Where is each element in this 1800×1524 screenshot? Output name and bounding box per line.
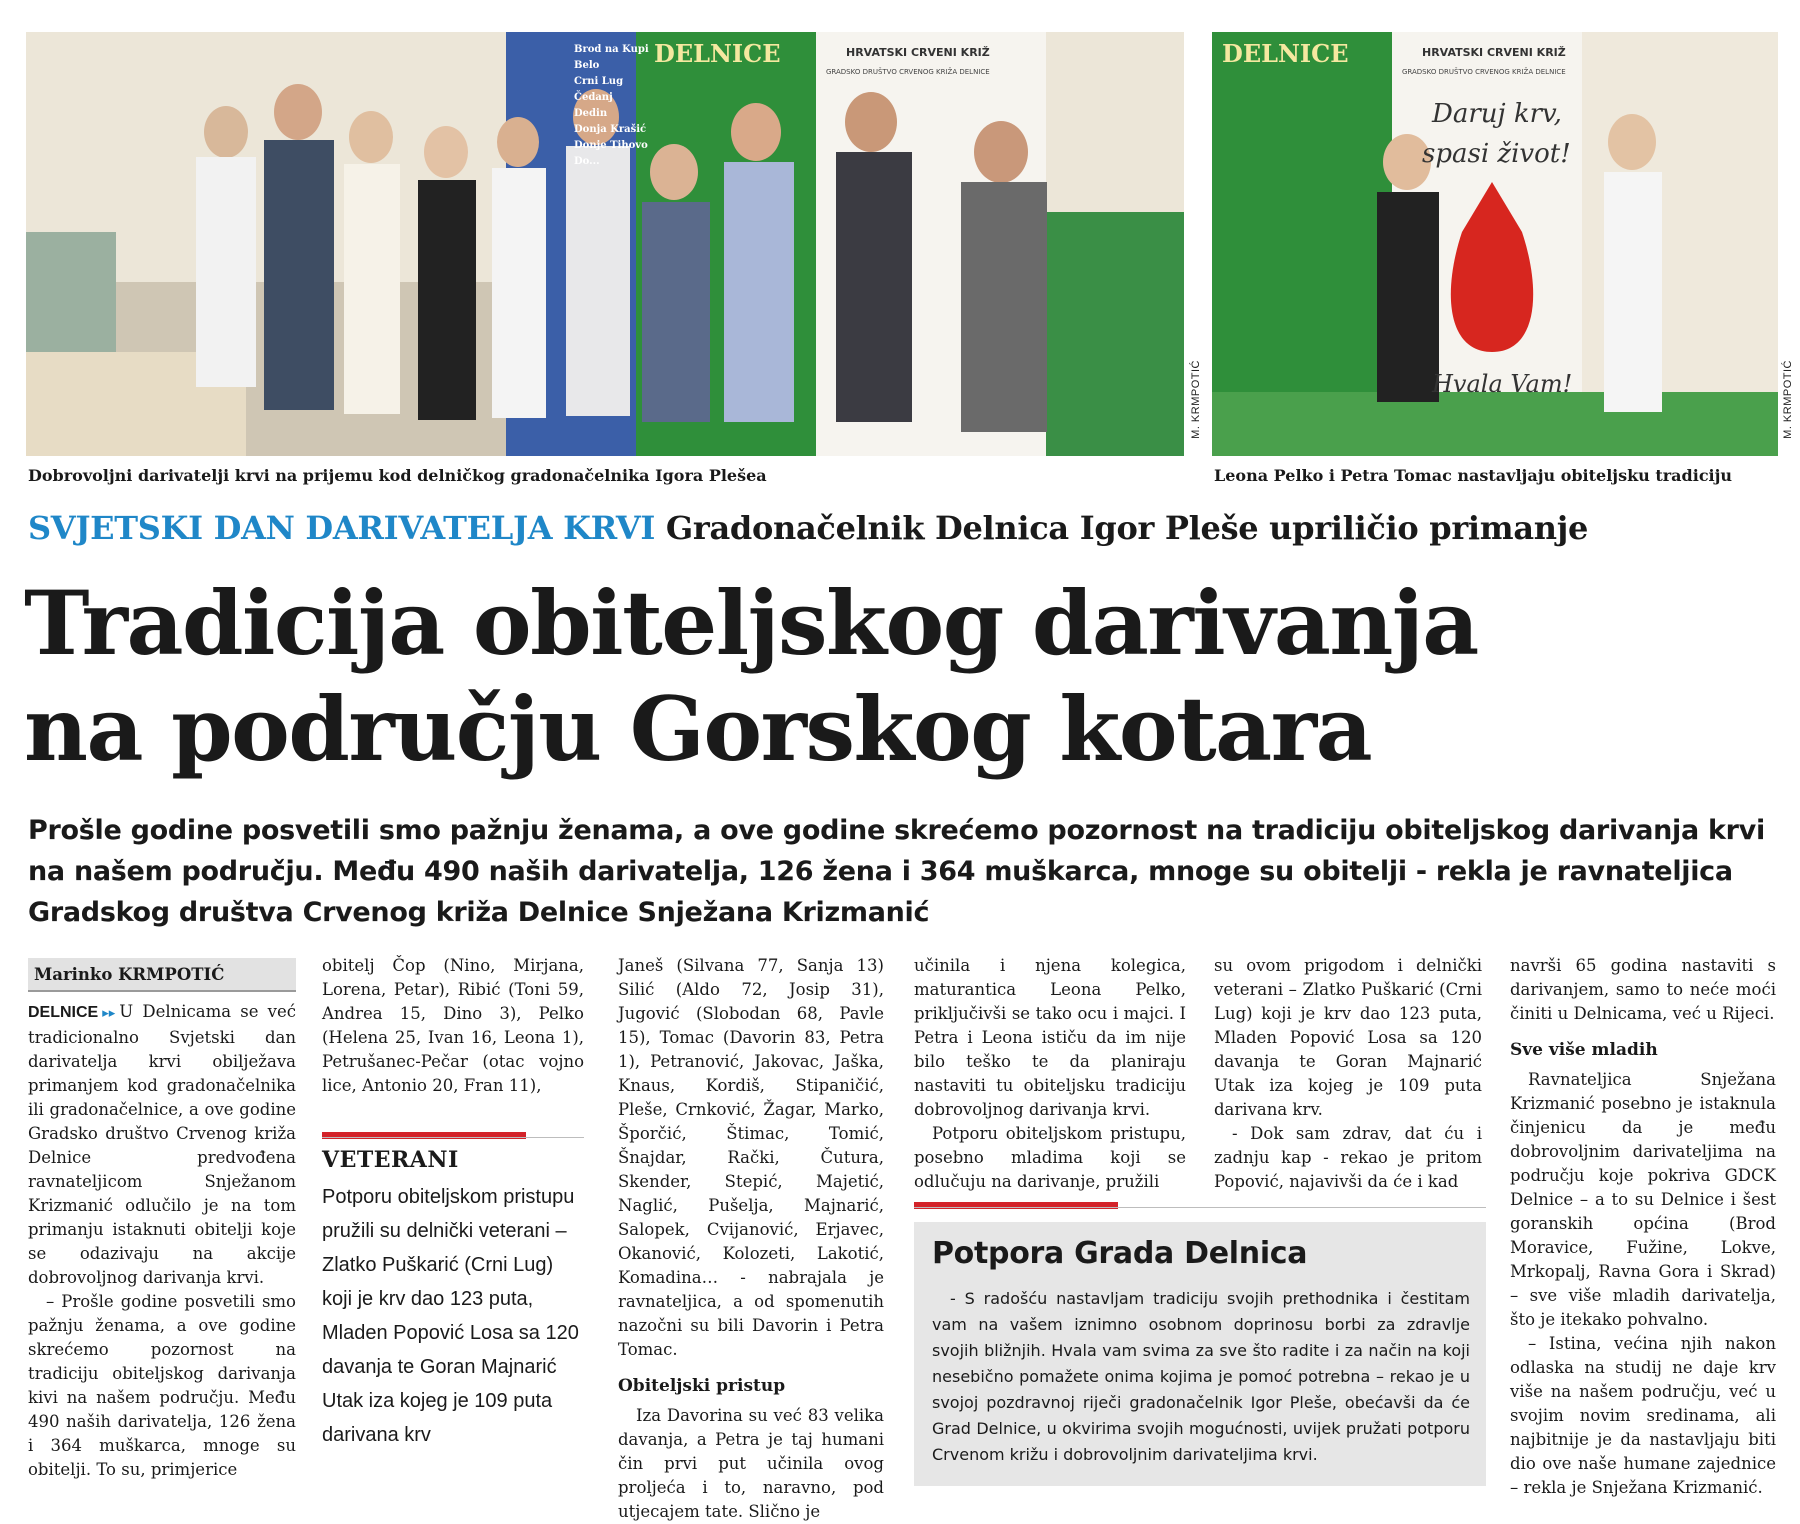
byline: Marinko KRMPOTIĆ [28, 958, 296, 992]
svg-text:Hvala Vam!: Hvala Vam! [1432, 370, 1573, 398]
headline-title-line2: na području Gorskog kotara [24, 677, 1372, 781]
headline-title-line1: Tradicija obiteljskog darivanja [24, 571, 1478, 675]
headline-kicker: SVJETSKI DAN DARIVATELJA KRVI [28, 509, 656, 547]
box-title: Potpora Grada Delnica [932, 1236, 1308, 1271]
veterani-body: Potporu obiteljskom pristupu pružili su delnički veterani – Zlatko Puškarić (Crni Lug) koji je krv dao 123 puta, Mladen Popović Losa sa 120 davanja te Goran Majnarić Utak iza kojeg je 109 puta darivana krv [322, 1186, 579, 1446]
box-paragraph: - S radošću nastavljam tradiciju svojih prethodnika i čestitam vam na vašem iznimno osobnom doprinosu borbi za zdravlje svojih bližnjih. Hvala vam svima za sve što radite i za način na koji nesebično pomažete onima kojima je pomoć potrebna – rekao je u svojoj pozdravnoj riječi gradonačelnik Igor Pleše, obećavši da će Grad Delnice, u okvirima svojih mogućnosti, uvijek pružati potporu Crvenom križu i dobrovoljnim darivateljima krvi. [932, 1289, 1470, 1464]
svg-text:Donje Tihovo: Donje Tihovo [574, 140, 648, 151]
column-4-paragraph-1: učinila i njena kolegica, maturantica Leona Pelko, priključivši se tako ocu i majci. I Petra i Leona ističu da im nije bilo teško te da planiraju nastaviti tu obiteljsku tradiciju dobrovoljnog darivanja krvi. [914, 956, 1186, 1119]
svg-text:spasi život!: spasi život! [1422, 139, 1571, 169]
column-6-paragraph-3: – Istina, većina njih nakon odlaska na studij ne daje krv više na našem području, već u svojim novim sredinama, ali najbitnije je da nastavljaju biti dio ove naše humane zajednice – rekla je Snježana Krizmanić. [1510, 1334, 1776, 1497]
svg-text:HRVATSKI CRVENI KRIŽ: HRVATSKI CRVENI KRIŽ [846, 46, 990, 59]
photo-caption-right: Leona Pelko i Petra Tomac nastavljaju obiteljsku tradiciju [1214, 466, 1733, 485]
headline-lead: Prošle godine posvetili smo pažnju ženama, a ove godine skrećemo pozornost na tradiciju obiteljskog darivanja krvi na našem području. Među 490 naših darivatelja, 126 žena i 364 muškarca, mnoge su obitelji - rekla je ravnateljica Gradskog društva Crvenog križa Delnice Snježana Krizmanić [28, 815, 1765, 928]
column-4 [914, 954, 1186, 1194]
column-1-paragraph-1-text: U Delnicama se već tradicionalno Svjetski dan darivatelja krvi obilježava primanjem kod gradonačelnika ili gradonačelnice, a ove godine Gradsko društvo Crvenog križa Delnice predvođena ravnateljicom Snježanom Krizmanić odlučilo je na tom primanju istaknuti obitelji koje se odazivaju na akcije dobrovoljnog darivanja krvi. [28, 1002, 296, 1287]
photo-two-donors [1212, 32, 1778, 456]
column-4-paragraph-2: Potporu obiteljskom pristupu, posebno mladima koji se odlučuju na darivanje, pružili [914, 1124, 1186, 1191]
column-3 [618, 954, 884, 1524]
column-6 [1510, 954, 1776, 1500]
photo-caption-left: Dobrovoljni darivatelji krvi na prijemu kod delničkog gradonačelnika Igora Plešea [28, 466, 767, 485]
dateline-arrow-icon: ▸▸ [102, 1006, 116, 1021]
svg-text:Donja Krašić: Donja Krašić [574, 124, 647, 135]
svg-text:GRADSKO DRUŠTVO CRVENOG KRIŽA: GRADSKO DRUŠTVO CRVENOG KRIŽA DELNICE [1402, 68, 1566, 76]
svg-text:Brod na Kupi: Brod na Kupi [574, 44, 649, 55]
svg-text:HRVATSKI CRVENI KRIŽ: HRVATSKI CRVENI KRIŽ [1422, 46, 1566, 59]
box-rule [914, 1207, 1486, 1208]
column-1-paragraph-1 [28, 1000, 296, 1290]
column-5-paragraph-1: su ovom prigodom i delnički veterani – Zlatko Puškarić (Crni Lug) koji je krv dao 123 puta, Mladen Popović Losa sa 120 davanja te Goran Majnarić Utak iza kojeg je 109 puta darivana krv. [1214, 956, 1482, 1119]
svg-text:Do...: Do... [574, 156, 600, 167]
sidebar-box [914, 1222, 1486, 1486]
svg-text:GRADSKO DRUŠTVO CRVENOG KRIŽA: GRADSKO DRUŠTVO CRVENOG KRIŽA DELNICE [826, 68, 990, 76]
box-body [932, 1286, 1470, 1468]
column-2 [322, 954, 584, 1098]
column-1 [28, 1000, 296, 1482]
column-3-paragraph-1: Janeš (Silvana 77, Sanja 13) Silić (Aldo 72, Josip 31), Jugović (Slobodan 68, Pavle 15), Tomac (Davorin 83, Petra 1), Petranović, Jakovac, Jaška, Knaus, Kordiš, Stipaničić, Pleše, Crnković, Žagar, Marko, Šporčić, Štimac, Tomić, Šnajdar, Rački, Čutura, Skender, Stepić, Majetić, Naglić, Pušelja, Majnarić, Salopek, Cvijanović, Erjavec, Okanović, Kolozeti, Lakotić, Komadina… - nabrajala je ravnateljica, a od spomenutih nazočni su bili Davorin i Petra Tomac. [618, 956, 884, 1359]
column-5-paragraph-2: - Dok sam zdrav, dat ću i zadnju kap - rekao je pritom Popović, najavivši da će i kad [1214, 1124, 1482, 1191]
photo-group-reception [26, 32, 1184, 456]
column-3-subhead: Obiteljski pristup [618, 1376, 786, 1396]
svg-text:Čedanj: Čedanj [574, 92, 613, 103]
veterani-heading: VETERANI [322, 1147, 459, 1173]
photo-credit-left: M. KRMPOTIĆ [1190, 360, 1202, 439]
svg-text:Belo: Belo [574, 60, 600, 71]
svg-text:DELNICE: DELNICE [1222, 39, 1349, 68]
veterani-rule [322, 1137, 584, 1138]
column-6-paragraph-1: navrši 65 godina nastaviti s darivanjem, samo to neće moći činiti u Delnicama, već u Rijeci. [1510, 956, 1776, 1023]
svg-text:Daruj krv,: Daruj krv, [1432, 99, 1562, 129]
photo-two-donors-image [1212, 32, 1778, 456]
photo-group-reception-image [26, 32, 1184, 456]
svg-text:DELNICE: DELNICE [654, 39, 781, 68]
column-2-paragraph-1: obitelj Čop (Nino, Mirjana, Lorena, Petar), Ribić (Toni 59, Andrea 15, Dino 3), Pelko (Helena 25, Ivan 16, Leona 1), Petrušanec-Pečar (otac vojno lice, Antonio 20, Fran 11), [322, 956, 584, 1095]
column-1-paragraph-2: – Prošle godine posvetili smo pažnju ženama, a ove godine skrećemo pozornost na tradiciju obiteljskog darivanja kivi na našem području. Među 490 naših darivatelja, 126 žena i 364 muškarca, mnoge su obitelji. To su, primjerice [28, 1292, 296, 1479]
column-6-subhead: Sve više mladih [1510, 1040, 1658, 1060]
photo-credit-right: M. KRMPOTIĆ [1782, 360, 1794, 439]
column-3-paragraph-2: Iza Davorina su već 83 velika davanja, a Petra je taj humani čin prvi put učinila ovog proljeća i to, naravno, pod utjecajem tate. Slično je [618, 1406, 884, 1521]
headline-title [24, 570, 1784, 782]
headline-subtitle: Gradonačelnik Delnica Igor Pleše upriličio primanje [665, 509, 1589, 547]
svg-text:Dedin: Dedin [574, 108, 608, 119]
headline-kicker-row [28, 509, 1588, 547]
svg-text:Crni Lug: Crni Lug [574, 76, 624, 87]
column-6-paragraph-2: Ravnateljica Snježana Krizmanić posebno je istaknula činjenicu da je među dobrovoljnim darivateljima na području koje pokriva GDCK Delnice – a to su Delnice i šest goranskih općina (Brod Moravice, Fužine, Lokve, Mrkopalj, Ravna Gora i Skrad) – sve više mladih darivatelja, što je itekako pohvalno. [1510, 1070, 1776, 1329]
column-5 [1214, 954, 1482, 1194]
dateline: DELNICE [28, 1004, 99, 1021]
